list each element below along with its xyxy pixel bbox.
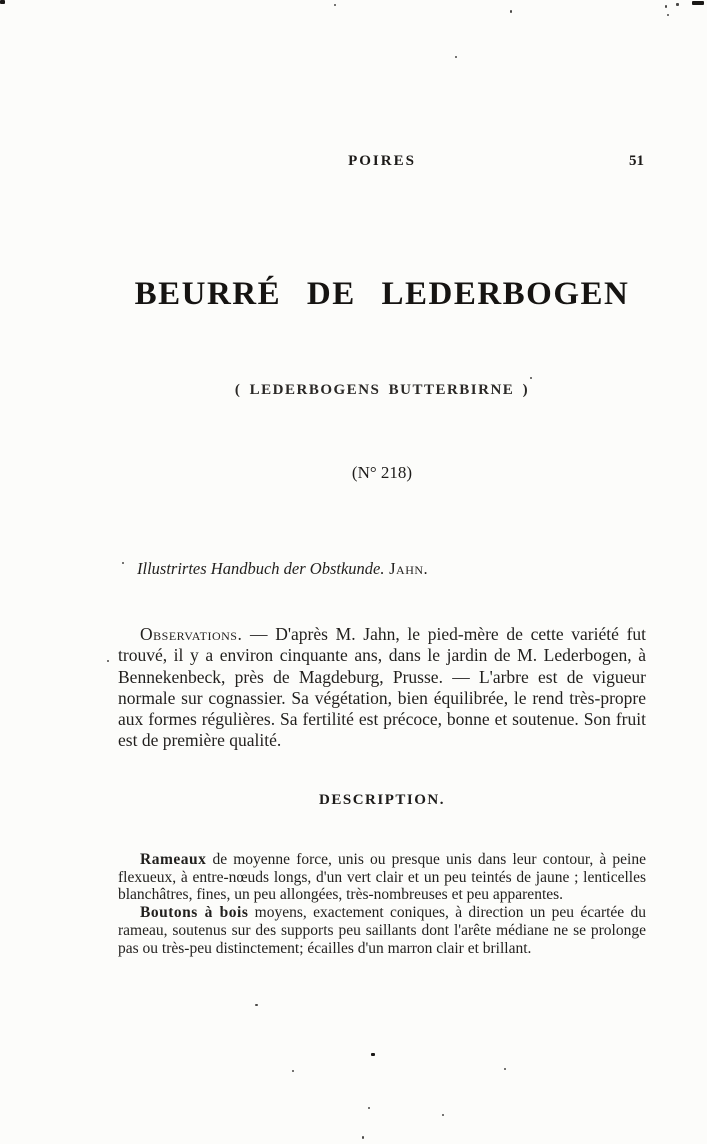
scan-speck [676,3,679,6]
scan-speck [510,10,512,13]
observations-paragraph [118,624,646,752]
scan-speck [371,1053,375,1056]
paragraph-rameaux-lead: Rameaux [140,851,207,868]
scan-speck [665,5,667,8]
variety-number: (N° 218) [351,463,413,482]
running-head [118,153,646,173]
paragraph-rameaux [118,851,646,904]
page-title: BEURRÉ DE LEDERBOGEN [134,276,630,312]
scan-speck [334,4,336,6]
scan-speck [107,660,109,662]
scan-speck [122,562,124,564]
observations-body: D'après M. Jahn, le pied-mère de cette variété fut trouvé, il y a environ cinquante ans, dans le jardin de M. Lederbogen, à Bennekenbeck, près de Magdeburg, Prusse. — L'arbre est de vigueur normale sur cognassier. Sa végétation, bien équilibrée, le rend très-propre aux formes régulières. Sa fertilité est précoce, bonne et soutenue. Son fruit est de première qualité. [118,624,647,751]
scan-speck [504,1068,506,1070]
reference-citation [118,559,646,579]
observations-label: Observations. [140,624,243,644]
reference-author: Jahn. [384,559,429,578]
observations-separator: — [242,624,276,644]
page-number: 51 [629,153,644,169]
running-title: POIRES [348,153,416,169]
scan-speck [442,1114,444,1116]
description-heading: DESCRIPTION. [319,792,445,808]
paragraph-rameaux-text: de moyenne force, unis ou presque unis dans leur contour, à peine flexueux, à entre-nœuds longs, d'un vert clair et un peu teintés de jaune ; lenticelles blanchâtres, fines, un peu allongées, très-nombreuses et peu apparentes. [118,851,646,904]
scan-speck [667,14,669,16]
reference-work: Illustrirtes Handbuch der Obstkunde. [137,559,385,578]
description-body [118,851,646,957]
scan-speck [692,1,704,5]
scan-speck [292,1070,294,1072]
paragraph-boutons-text: moyens, exactement coniques, à direction un peu écartée du rameau, soutenus sur des supports peu saillants dont l'arête médiane ne se prolonge pas ou très-peu distinctement; écailles d'un marron clair et brillant. [118,904,646,957]
paragraph-boutons [118,904,646,957]
scan-speck [455,56,457,58]
scan-speck [530,377,532,379]
page-subtitle: ( LEDERBOGENS BUTTERBIRNE ) [234,382,530,398]
scan-speck [368,1107,370,1109]
scan-speck [255,1004,258,1006]
paragraph-boutons-lead: Boutons à bois [140,904,249,922]
scan-speck [362,1136,364,1139]
scan-speck [0,0,5,4]
